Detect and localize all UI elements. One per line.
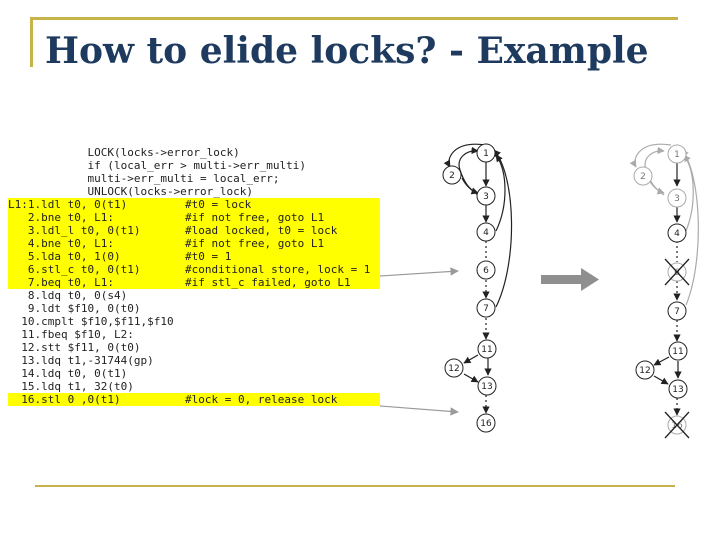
- svg-text:6: 6: [483, 266, 489, 276]
- code-text: 3.ldl_l t0, 0(t1): [8, 224, 141, 237]
- code-text: 15.ldq t1, 32(t0): [8, 380, 134, 393]
- edge: [654, 357, 669, 365]
- svg-text:2: 2: [449, 171, 455, 181]
- node-16: [477, 414, 495, 432]
- code-comment: #if not free, goto L1: [185, 237, 325, 250]
- connector-line-lock: [380, 271, 458, 276]
- code-comment: #if not free, goto L1: [185, 211, 325, 224]
- svg-text:6: 6: [674, 268, 680, 278]
- node-12: [445, 359, 463, 377]
- svg-text:11: 11: [481, 345, 493, 355]
- svg-text:7: 7: [483, 304, 489, 314]
- node-2: [443, 166, 461, 184]
- node-7: [668, 302, 686, 320]
- code-comment: #t0 = 1: [185, 250, 232, 263]
- code-text: 5.lda t0, 1(0): [8, 250, 121, 263]
- code-comment: #load locked, t0 = lock: [185, 224, 338, 237]
- bottom-rule: [35, 485, 675, 487]
- left-graph: [443, 144, 512, 432]
- node-13: [478, 377, 496, 395]
- svg-text:13: 13: [672, 385, 684, 395]
- code-text: 14.ldq t0, 0(t1): [8, 367, 128, 380]
- code-text: 7.beq t0, L1:: [8, 276, 114, 289]
- edge-faded: [635, 144, 671, 167]
- code-comment: #lock = 0, release lock: [185, 393, 338, 406]
- code-text: 16.stl 0 ,0(t1): [8, 393, 121, 406]
- svg-text:1: 1: [483, 149, 489, 159]
- node-4: [477, 223, 495, 241]
- svg-text:11: 11: [672, 347, 684, 357]
- svg-text:13: 13: [481, 382, 493, 392]
- node-3: [668, 189, 686, 207]
- node-11: [478, 340, 496, 358]
- svg-text:12: 12: [639, 366, 651, 376]
- node-2: [634, 167, 652, 185]
- code-comment: #t0 = lock: [185, 198, 252, 211]
- node-1: [668, 145, 686, 163]
- node-12: [636, 361, 654, 379]
- svg-text:16: 16: [671, 421, 683, 431]
- connector-line-unlock: [380, 406, 458, 412]
- node-13: [669, 380, 687, 398]
- code-text: if (local_err > multi->err_multi): [8, 159, 307, 172]
- code-text: 11.fbeq $f10, L2:: [8, 328, 134, 341]
- code-text: 6.stl_c t0, 0(t1): [8, 263, 141, 276]
- node-6: [477, 261, 495, 279]
- code-text: 2.bne t0, L1:: [8, 211, 114, 224]
- slide-title: How to elide locks? - Example: [45, 30, 649, 72]
- svg-text:1: 1: [674, 150, 680, 160]
- code-text: multi->err_multi = local_err;: [8, 172, 280, 185]
- svg-text:4: 4: [674, 229, 680, 239]
- edge: [654, 376, 668, 384]
- edge: [464, 374, 478, 382]
- node-3: [477, 187, 495, 205]
- node-7: [477, 299, 495, 317]
- edge: [459, 151, 478, 195]
- svg-text:2: 2: [640, 172, 646, 182]
- right-graph: [634, 144, 698, 438]
- code-comment: #conditional store, lock = 1: [185, 263, 371, 276]
- code-text: 9.ldt $f10, 0(t0): [8, 302, 141, 315]
- svg-text:4: 4: [483, 228, 489, 238]
- node-4: [668, 224, 686, 242]
- transform-arrow-icon: [541, 268, 599, 291]
- edge: [496, 155, 505, 231]
- svg-text:3: 3: [674, 194, 680, 204]
- code-text: LOCK(locks->error_lock): [8, 146, 240, 159]
- code-text: 10.cmplt $f10,$f11,$f10: [8, 315, 174, 328]
- edge: [464, 355, 478, 363]
- svg-text:12: 12: [448, 364, 460, 374]
- node-11: [669, 342, 687, 360]
- code-text: UNLOCK(locks->error_lock): [8, 185, 254, 198]
- node-1: [477, 144, 495, 162]
- svg-text:3: 3: [483, 192, 489, 202]
- edge-faded: [684, 155, 693, 231]
- code-text: L1:1.ldl t0, 0(t1): [8, 198, 128, 211]
- code-text: 13.ldq t1,-31744(gp): [8, 354, 154, 367]
- code-text: 8.ldq t0, 0(s4): [8, 289, 128, 302]
- code-comment: #if stl_c failed, goto L1: [185, 276, 351, 289]
- svg-text:7: 7: [674, 307, 680, 317]
- svg-text:16: 16: [480, 419, 492, 429]
- code-text: 4.bne t0, L1:: [8, 237, 114, 250]
- code-text: 12.stt $f11, 0(t0): [8, 341, 141, 354]
